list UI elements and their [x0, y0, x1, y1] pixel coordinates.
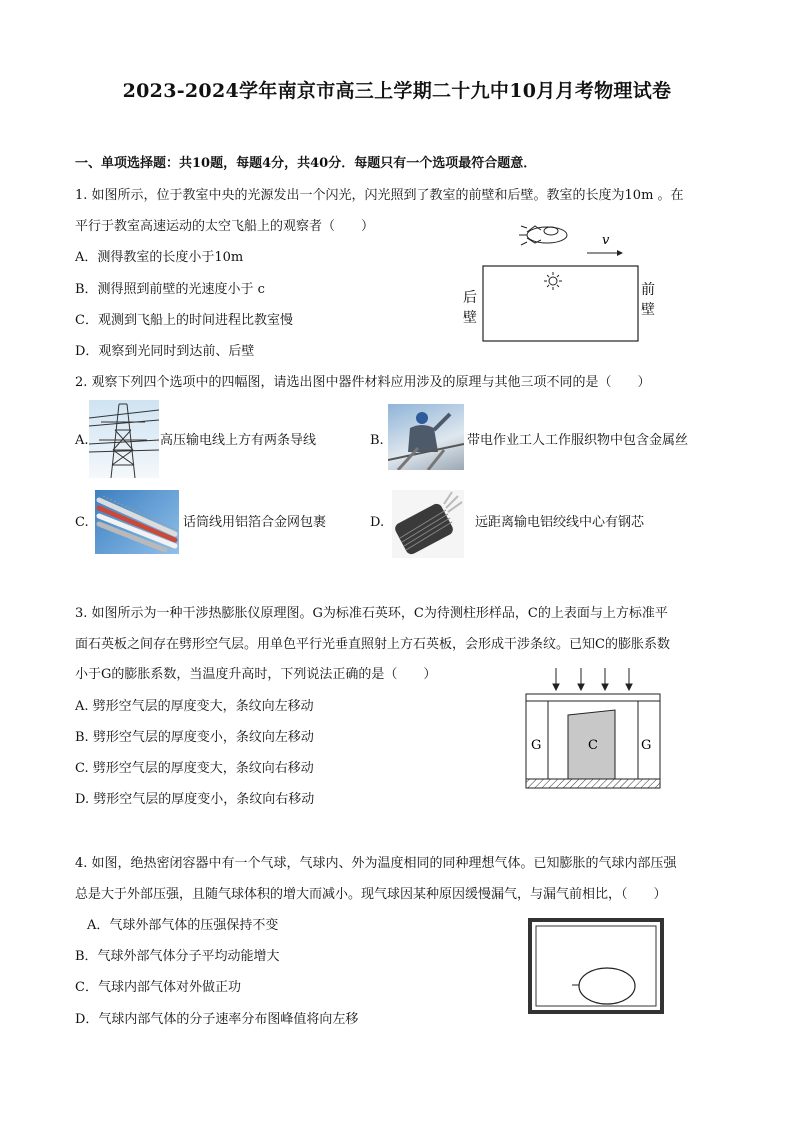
- shielded-cable-icon: [95, 490, 179, 554]
- label-g-left: G: [531, 738, 542, 753]
- base-plate: [526, 779, 660, 788]
- q3-option-a: A. 劈形空气层的厚度变大，条纹向左移动: [75, 699, 314, 714]
- back-wall-label-2: 壁: [463, 310, 477, 326]
- light-source-icon: [544, 272, 562, 290]
- q3-stem-line3: 小于G的膨胀系数，当温度升高时，下列说法正确的是（ ）: [75, 667, 437, 682]
- balloon-icon: [579, 968, 635, 1004]
- q2-option-a-text: 高压输电线上方有两条导线: [160, 433, 317, 448]
- q4-option-a: A．气球外部气体的压强保持不变: [87, 918, 279, 933]
- label-g-right: G: [641, 738, 652, 753]
- q3-interferometer-figure: [522, 666, 664, 794]
- quartz-plate: [526, 694, 660, 701]
- steel-core-cable-image: [392, 490, 464, 558]
- q4-option-d: D．气球内部气体的分子速率分布图峰值将向左移: [75, 1012, 359, 1027]
- steel-core-cable-icon: [392, 490, 464, 558]
- shielded-cable-image: [95, 490, 179, 554]
- light-arrows-icon: [553, 668, 632, 690]
- q1-stem-line1: 1. 如图所示，位于教室中央的光源发出一个闪光，闪光照到了教室的前壁和后壁。教室的长度为10m 。在: [75, 188, 684, 203]
- classroom-box: [483, 266, 638, 341]
- velocity-label: v: [602, 233, 610, 248]
- q1-option-b: B．测得照到前壁的光速度小于 c: [75, 282, 265, 297]
- q2-option-c-text: 话筒线用铝箔合金网包裹: [183, 515, 327, 530]
- front-wall-label-2: 壁: [641, 302, 655, 318]
- lineman-worker-image: [388, 404, 464, 470]
- q2-option-d-letter: D.: [370, 515, 385, 530]
- q3-stem-line2: 面石英板之间存在劈形空气层。用单色平行光垂直照射上方石英板，会形成干涉条纹。已知C的膨胀系数: [75, 637, 670, 652]
- q2-option-b-text: 带电作业工人工作服织物中包含金属丝: [467, 433, 689, 448]
- power-tower-image: [89, 400, 159, 478]
- q4-stem-line2: 总是大于外部压强，且随气球体积的增大而减小。现气球因某种原因缓慢漏气，与漏气前相比，（ ）: [75, 887, 667, 902]
- q1-stem-line2: 平行于教室高速运动的太空飞船上的观察者（ ）: [75, 219, 375, 234]
- section-heading: 一、单项选择题：共10题，每题4分，共40分．每题只有一个选项最符合题意．: [75, 156, 537, 171]
- q1-option-c: C．观测到飞船上的时间进程比教室慢: [75, 313, 293, 328]
- page-title: 2023-2024学年南京市高三上学期二十九中10月月考物理试卷: [122, 80, 672, 102]
- q2-option-a-letter: A.: [75, 433, 89, 448]
- q4-stem-line1: 4. 如图，绝热密闭容器中有一个气球，气球内、外为温度相同的同种理想气体。已知膨胀的气球内部压强: [75, 856, 677, 871]
- q3-option-b: B. 劈形空气层的厚度变小，条纹向左移动: [75, 730, 314, 745]
- q2-option-c-letter: C.: [75, 515, 89, 530]
- back-wall-label-1: 后: [463, 290, 477, 306]
- lineman-worker-icon: [388, 404, 464, 470]
- q2-option-d-text: 远距离输电铝绞线中心有钢芯: [475, 515, 645, 530]
- q2-stem: 2. 观察下列四个选项中的四幅图，请选出图中器件材料应用涉及的原理与其他三项不同的是（ ）: [75, 375, 651, 390]
- power-tower-icon: [89, 400, 159, 478]
- spaceship-icon: [519, 226, 567, 245]
- q1-option-d: D．观察到光同时到达前、后壁: [75, 344, 255, 359]
- q3-option-d: D. 劈形空气层的厚度变小，条纹向右移动: [75, 792, 315, 807]
- q4-option-b: B．气球外部气体分子平均动能增大: [75, 949, 280, 964]
- q2-option-b-letter: B.: [370, 433, 384, 448]
- q3-stem-line1: 3. 如图所示为一种干涉热膨胀仪原理图。G为标准石英环，C为待测柱形样品，C的上表面与上方标准平: [75, 606, 668, 621]
- q3-option-c: C. 劈形空气层的厚度变大，条纹向右移动: [75, 761, 314, 776]
- q4-container-figure: [528, 918, 664, 1014]
- q1-classroom-figure: [455, 218, 670, 343]
- q1-option-a: A．测得教室的长度小于10m: [75, 250, 244, 265]
- label-c: C: [588, 738, 598, 753]
- q4-option-c: C．气球内部气体对外做正功: [75, 980, 241, 995]
- front-wall-label-1: 前: [641, 282, 655, 298]
